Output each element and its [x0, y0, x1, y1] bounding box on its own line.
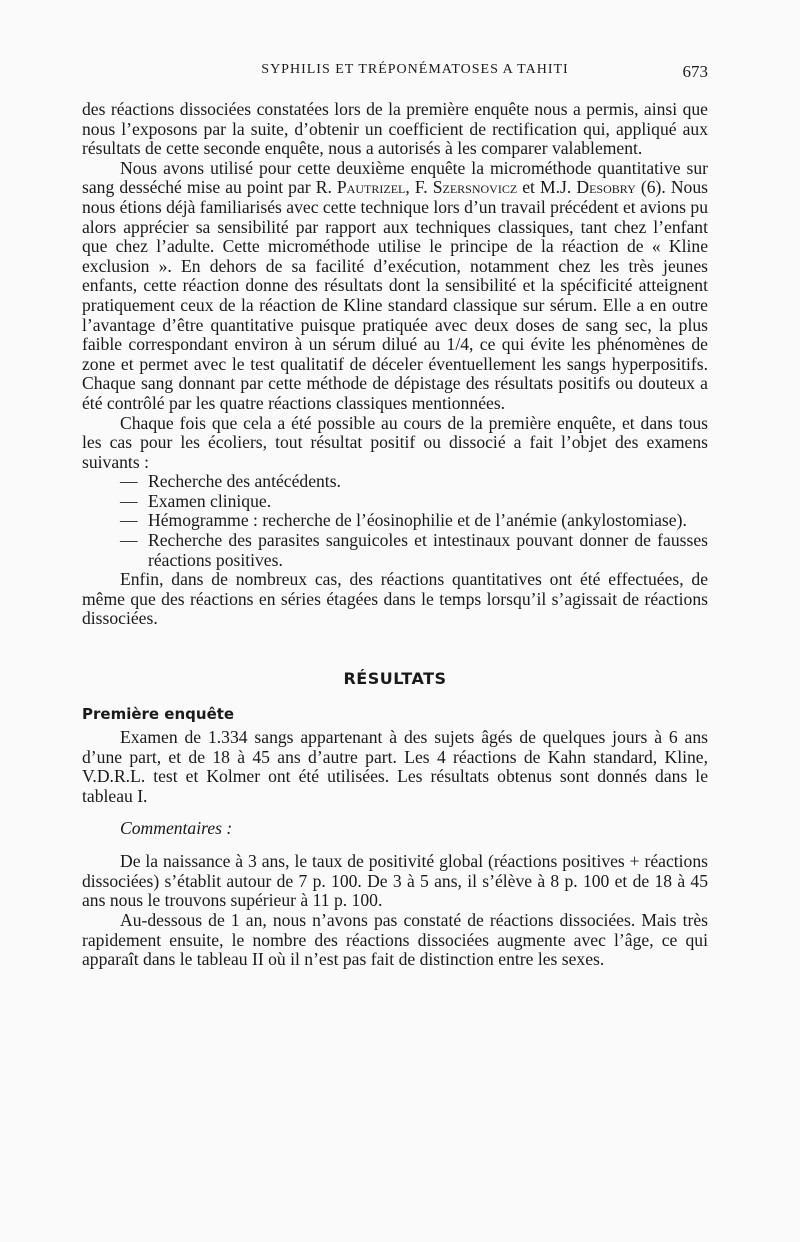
paragraph-3: Chaque fois que cela a été possible au cours de la première enquête, et dans tous les cas pour les écoliers, tout résultat positif ou dissocié a fait l’objet des examens suivants : — [82, 412, 708, 472]
body-text — [82, 100, 708, 970]
exam-list — [82, 472, 708, 570]
list-item-text: Recherche des antécédents. — [148, 471, 341, 492]
author-pautrizel: Pautrizel — [336, 177, 406, 198]
section-title: RÉSULTATS — [343, 669, 447, 689]
list-item — [82, 531, 708, 570]
list-item — [82, 492, 708, 512]
running-title: SYPHILIS ET TRÉPONÉMATOSES A TAHITI — [261, 62, 569, 77]
author-szersnovicz: Szersnovicz — [432, 177, 518, 198]
dash-marker: — — [120, 471, 138, 492]
dash-marker: — — [120, 530, 138, 551]
page-number: 673 — [682, 62, 708, 81]
paragraph-6: De la naissance à 3 ans, le taux de positivité global (réactions positives + réactions dissociées) s’établit autour de 7 p. 100. De 3 à 5 ans, il s’élève à 8 p. 100 et de 18 à 45 ans nous le trouvons supérieur à 11 p. 100. — [82, 851, 708, 911]
dash-marker: — — [120, 490, 138, 511]
paragraph-7: Au-dessous de 1 an, nous n’avons pas constaté de réactions dissociées. Mais très rapidement ensuite, le nombre des réactions dissociées augmente avec l’âge, ce qui apparaît dans le tableau II où il n’est pas fait de distinction entre les sexes. — [82, 909, 708, 970]
paragraph-2 — [82, 159, 708, 414]
paragraph-5: Examen de 1.334 sangs appartenant à des sujets âgés de quelques jours à 6 ans d’une part, et de 18 à 45 ans d’autre part. Les 4 réactions de Kahn standard, Kline, V.D.R.L. test et Kolmer ont été utilisées. Les résultats obtenus sont donnés dans le tableau I. — [82, 727, 708, 806]
author-desobry: Desobry — [576, 177, 636, 198]
running-head — [82, 62, 708, 78]
paragraph-1: des réactions dissociées constatées lors de la première enquête nous a permis, ainsi que nous l’exposons par la suite, d’obtenir un coefficient de rectification qui, appliqué aux résultats de cette seconde enquête, nous a autorisés à les comparer valablement. — [82, 99, 708, 159]
paragraph-4: Enfin, dans de nombreux cas, des réactions quantitatives ont été effectuées, de même que des réactions en séries étagées dans le temps lorsqu’il s’agissait de réactions dissociées. — [82, 569, 708, 629]
list-item — [82, 472, 708, 492]
list-item-text: Hémogramme : recherche de l’éosinophilie et de l’anémie (ankylostomiase). — [148, 510, 687, 531]
paragraph-2-part-c: et M.J. — [517, 177, 577, 198]
list-item-text: Recherche des parasites sanguicoles et intestinaux pouvant donner de fausses réactions positives. — [148, 530, 708, 570]
paragraph-2-part-a: Nous avons utilisé pour cette deuxième enquête la microméthode quantitative sur sang desséché mise au point par R. — [82, 157, 708, 198]
paragraph-2-part-d: (6). Nous nous étions déjà familiarisés avec cette technique lors d’un travail précédent et avions pu alors apprécier sa sensibilité par rapport aux techniques classiques, tant chez l’enfant que chez l’adulte. Cette microméthode utilise le principe de la réaction de « Kline exclusion ». En dehors de sa facilité d’exécution, notamment chez les très jeunes enfants, cette réaction donne des résultats dont la sensibilité et la spécificité atteignent pratiquement ceux de la réaction de Kline standard classique sur sérum. Elle a en outre l’avantage d’être quantitative puisque pratiquée avec deux doses de sang sec, la plus faible correspondant environ à un sérum dilué au 1/4, ce qui évite les phénomènes de zone et permet avec le test qualitatif de déceler éventuellement les sangs hyperpositifs. Chaque sang donnant par cette méthode de dépistage des résultats positifs ou douteux a été contrôlé par les quatre réactions classiques mentionnées. — [82, 177, 708, 413]
list-item-text: Examen clinique. — [148, 490, 272, 511]
comment-heading: Commentaires : — [120, 817, 233, 838]
list-item — [82, 511, 708, 531]
subsection-title: Première enquête — [82, 704, 235, 723]
dash-marker: — — [120, 510, 138, 531]
paragraph-2-part-b: , F. — [405, 177, 433, 198]
